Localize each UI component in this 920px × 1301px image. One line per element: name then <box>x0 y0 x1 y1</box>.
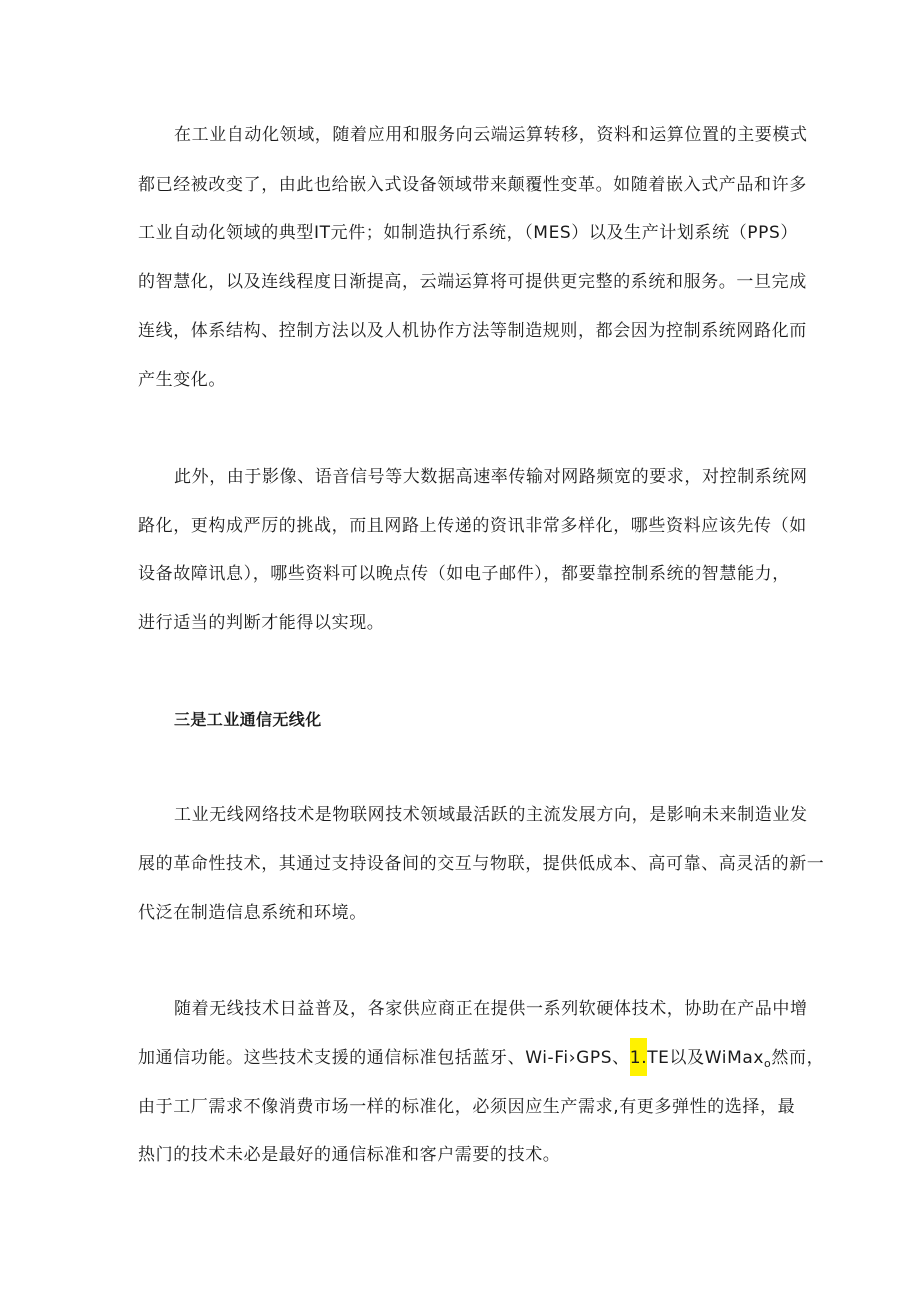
paragraph-3-line-2: 展的革命性技术，其通过支持设备间的交互与物联，提供低成本、高可靠、高灵活的新一 <box>138 854 825 874</box>
paragraph-4-line-2-text-b: TE以及WiMax <box>647 1048 765 1068</box>
paragraph-2-line-1: 此外，由于影像、语音信号等大数据高速率传输对网路频宽的要求，对控制系统网 <box>174 467 808 487</box>
section-heading: 三是工业通信无线化 <box>174 710 322 729</box>
paragraph-1-line-3: 工业自动化领域的典型IT元件；如制造执行系统，（MES）以及生产计划系统（PPS） <box>138 223 798 243</box>
paragraph-1-line-2: 都已经被改变了，由此也给嵌入式设备领域带来颠覆性变革。如随着嵌入式产品和许多 <box>138 175 807 195</box>
paragraph-1-line-5: 连线，体系结构、控制方法以及人机协作方法等制造规则，都会因为控制系统网路化而 <box>138 321 807 341</box>
paragraph-2-line-4: 进行适当的判断才能得以实现。 <box>138 613 385 633</box>
paragraph-3-line-3: 代泛在制造信息系统和环境。 <box>138 903 367 923</box>
subscript-mark: o <box>764 1057 772 1070</box>
paragraph-1-line-1: 在工业自动化领域，随着应用和服务向云端运算转移，资料和运算位置的主要模式 <box>174 125 808 145</box>
paragraph-3-line-1: 工业无线网络技术是物联网技术领域最活跃的主流发展方向，是影响未来制造业发 <box>174 805 808 825</box>
highlighted-text: 1. <box>630 1038 647 1076</box>
paragraph-4-line-2 <box>138 1047 824 1075</box>
paragraph-2-line-2: 路化，更构成严厉的挑战，而且网路上传递的资讯非常多样化，哪些资料应该先传（如 <box>138 516 807 536</box>
paragraph-1-line-4: 的智慧化，以及连线程度日渐提高，云端运算将可提供更完整的系统和服务。一旦完成 <box>138 272 807 292</box>
paragraph-4-line-2-text-c: 然而， <box>771 1048 825 1068</box>
paragraph-4-line-4: 热门的技术未必是最好的通信标准和客户需要的技术。 <box>138 1145 561 1165</box>
paragraph-4-line-1: 随着无线技术日益普及，各家供应商正在提供一系列软硬体技术，协助在产品中增 <box>174 999 808 1019</box>
paragraph-2-line-3: 设备故障讯息），哪些资料可以晚点传（如电子邮件），都要靠控制系统的智慧能力， <box>138 564 790 584</box>
paragraph-1-line-6: 产生变化。 <box>138 370 226 390</box>
paragraph-4-line-3: 由于工厂需求不像消费市场一样的标准化，必须因应生产需求,有更多弹性的选择，最 <box>138 1097 796 1117</box>
paragraph-4-line-2-text-a: 加通信功能。这些技术支援的通信标准包括蓝牙、Wi-Fi›GPS、 <box>138 1048 630 1068</box>
